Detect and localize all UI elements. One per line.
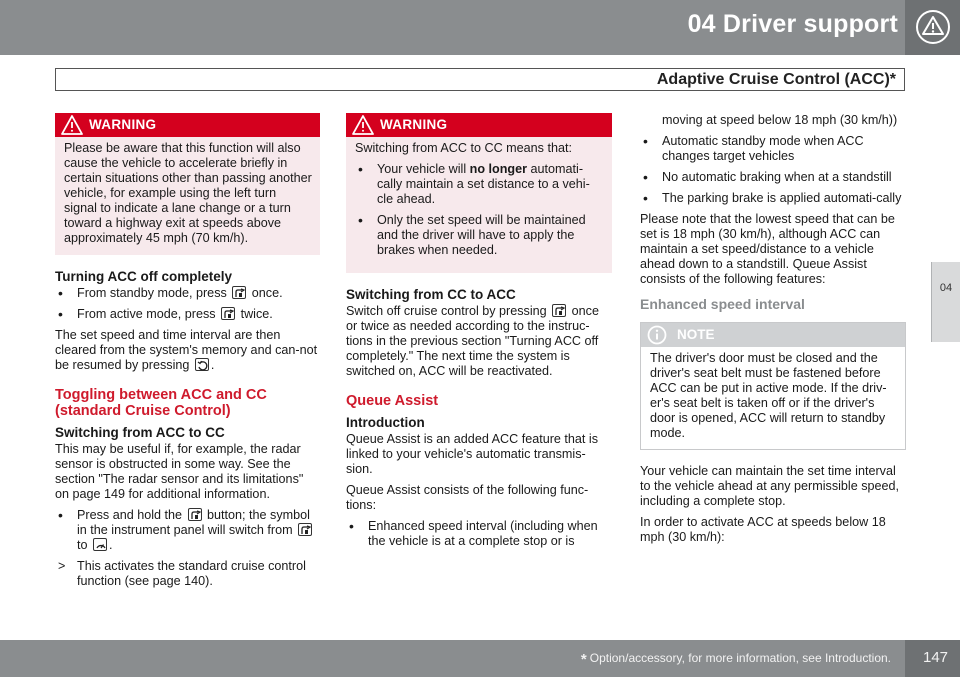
page-number-box (905, 640, 960, 677)
warning-text: Please be aware that this function will also cause the vehicle to accelerate briefly in certain situations other than passing another vehicle, for example using the left turn signal to indicate a lane change or a turn toward a highway exit at speeds above approximately 45 mph (70 km/h). (64, 141, 312, 245)
result-text: This activates the standard cruise control function (see page 140). (77, 559, 306, 588)
list-item (55, 307, 320, 322)
list-item-continued: moving at speed below 18 mph (30 km/h)) (662, 113, 898, 127)
footer-note-text: Option/accessory, for more information, see Introduction. (589, 651, 891, 665)
chapter-title: 04 Driver support (687, 10, 898, 38)
resume-icon (195, 358, 209, 371)
bullet-text: Press and hold the (77, 508, 183, 522)
note-label: NOTE (677, 327, 715, 342)
bullet-text: button; the symbol in the instrument panel will switch from (77, 508, 310, 537)
footer-asterisk: * (580, 651, 587, 668)
info-icon (647, 325, 667, 345)
bullet-text: From active mode, press (77, 307, 216, 321)
paragraph-text: once or twice as needed according to the instruc-tions in the previous section "Turning ACC off completely." The next time the system is switched on, ACC will be reactivated. (346, 304, 599, 378)
cruise-control-icon (188, 508, 202, 521)
list-item (55, 286, 320, 301)
column-2 (346, 113, 612, 555)
list-item: • Only the set speed will be maintained and the driver will have to apply the brakes when needed. (355, 213, 604, 258)
warning-triangle-icon (914, 8, 952, 46)
cc-symbol-icon (93, 538, 107, 551)
warning-label: WARNING (380, 117, 448, 132)
switch-back-heading: Switching from CC to ACC (346, 287, 516, 302)
paragraph: In order to activate ACC at speeds below 18 mph (30 km/h): (640, 515, 886, 544)
paragraph-text: . (210, 358, 215, 372)
bullet-text: twice. (240, 307, 273, 321)
note-box (640, 322, 906, 450)
result-item (55, 559, 320, 589)
bullet-text: once. (251, 286, 283, 300)
list-item: • The parking brake is applied automati-cally (640, 191, 906, 206)
cruise-control-icon (552, 304, 566, 317)
paragraph: Please note that the lowest speed that can be set is 18 mph (30 km/h), although ACC can maintain a set speed/distance to a vehicle ahead down to a standstill. Queue Assist consists of the following features: (640, 212, 895, 286)
queue-assist-heading: Queue Assist (346, 393, 439, 409)
footer-note (581, 651, 891, 668)
acc-symbol-icon (298, 523, 312, 536)
warning-header (55, 113, 320, 137)
chapter-side-tab (931, 262, 960, 342)
intro-text: Queue Assist is an added ACC feature that is linked to your vehicle's automatic transmis-sion. (346, 432, 599, 476)
column-3 (640, 113, 906, 551)
bullet-text: From standby mode, press (77, 286, 227, 300)
warning-label: WARNING (89, 117, 157, 132)
warning-intro: Switching from ACC to CC means that: (355, 141, 572, 155)
chapter-header-bar (0, 0, 960, 55)
paragraph-text: Switch off cruise control by pressing (346, 304, 547, 318)
introduction-heading: Introduction (346, 415, 425, 430)
list-item: • Automatic standby mode when ACC changes target vehicles (640, 134, 906, 164)
section-title: Adaptive Cruise Control (ACC)* (656, 71, 896, 88)
section-title-bar (55, 68, 905, 91)
warning-icon (352, 115, 374, 135)
bullet-text: to (77, 538, 88, 552)
note-header (641, 323, 905, 347)
footer-bar (0, 640, 905, 677)
warning-header (346, 113, 612, 137)
turning-off-heading: Turning ACC off completely (55, 269, 232, 284)
arrow-marker: > (58, 559, 66, 573)
column-1 (55, 113, 320, 595)
warning-body (346, 137, 612, 273)
cruise-control-icon (221, 307, 235, 320)
paragraph: Your vehicle can maintain the set time interval to the vehicle ahead at any permissible speed, including a complete stop. (640, 464, 900, 508)
bullet-text: automati-cally maintain a set distance to a vehi-cle ahead. (377, 162, 590, 206)
list-item: • No automatic braking when at a standstill (640, 170, 906, 185)
side-tab-label: 04 (939, 282, 953, 294)
toggling-heading: Toggling between ACC and CC (standard Cruise Control) (55, 387, 267, 419)
bullet-emphasis: no longer (469, 162, 528, 176)
switch-heading: Switching from ACC to CC (55, 425, 225, 440)
warning-box (55, 113, 320, 255)
cruise-control-icon (232, 286, 246, 299)
warning-box (346, 113, 612, 273)
enhanced-speed-heading: Enhanced speed interval (640, 296, 805, 312)
chapter-icon-box (905, 0, 960, 55)
bullet-text: . (109, 538, 113, 552)
consists-text: Queue Assist consists of the following func-tions: (346, 483, 589, 512)
page-number: 147 (923, 649, 949, 666)
bullet-text: Your vehicle will (377, 162, 467, 176)
warning-icon (61, 115, 83, 135)
note-text: The driver's door must be closed and the driver's seat belt must be fastened before ACC can be put in active mode. If the driv-er's seat belt is taken off or if the driver's door is opened, ACC will return to standby mode. (650, 351, 887, 440)
list-item: • Enhanced speed interval (including when the vehicle is at a complete stop or is (346, 519, 612, 549)
list-item (355, 162, 604, 207)
paragraph (346, 304, 612, 379)
paragraph-text: The set speed and time interval are then cleared from the system's memory and can-not be resumed by pressing (55, 328, 318, 372)
list-item (55, 508, 320, 553)
paragraph (55, 328, 320, 373)
switch-text: This may be useful if, for example, the radar sensor is obstructed in some way. See the section "The radar sensor and its limitations" on page 149 for additional information. (55, 442, 304, 501)
